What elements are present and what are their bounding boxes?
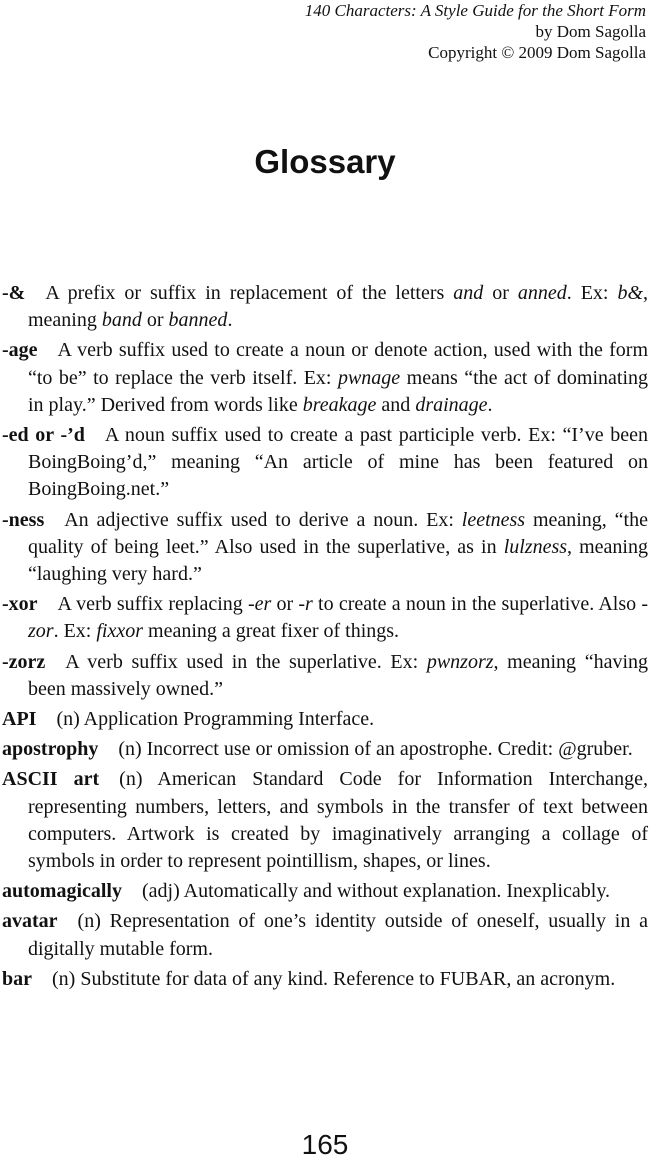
glossary-entry: [2, 966, 648, 993]
glossary-term: API: [2, 708, 37, 731]
glossary-definition: (n) Incorrect use or omission of an apostrophe. Credit: @gruber.: [118, 738, 633, 761]
glossary-term: -&: [2, 282, 26, 304]
running-header: [305, 0, 646, 63]
glossary-term: -zorz: [2, 650, 46, 673]
page-number: 165: [301, 1129, 349, 1160]
glossary-term: ASCII art: [2, 768, 100, 791]
glossary-entry: [2, 591, 648, 645]
glossary-entry: [2, 766, 648, 875]
glossary-definition: An adjective suffix used to derive a noun. Ex: leetness meaning, “the quality of being leet.” Also used in the superlative, as in lulzness, meaning “laughing very hard.”: [28, 508, 648, 586]
page-title: Glossary: [254, 143, 396, 180]
glossary-entry: [2, 337, 648, 419]
glossary-term: avatar: [2, 910, 58, 933]
glossary-definition: (n) Substitute for data of any kind. Reference to FUBAR, an acronym.: [52, 967, 616, 990]
glossary-entry: [2, 649, 648, 703]
glossary-entry: [2, 878, 648, 905]
glossary-entry: [2, 280, 648, 334]
glossary-term: -age: [2, 339, 38, 362]
glossary-definition: (adj) Automatically and without explanation. Inexplicably.: [142, 880, 611, 903]
glossary-definition: (n) Representation of one’s identity outside of oneself, usually in a digitally mutable form.: [28, 910, 648, 960]
glossary-entry: [2, 507, 648, 589]
glossary-definition: (n) American Standard Code for Information Interchange, representing numbers, letters, and symbols in the transfer of text between computers. Artwork is created by imaginatively arranging a collage of symbols in order to represent pointillism, shapes, or lines.: [28, 768, 648, 873]
glossary-definition: A verb suffix used in the superlative. Ex: pwnzorz, meaning “having been massively owned.”: [28, 650, 649, 700]
author-line: by Dom Sagolla: [535, 22, 646, 41]
glossary-definition: A verb suffix used to create a noun or denote action, used with the form “to be” to replace the verb itself. Ex: pwnage means “the act of dominating in play.” Derived from words like breakage and drainage.: [28, 339, 648, 416]
glossary-term: automagically: [2, 880, 122, 903]
glossary-entries: [2, 280, 648, 996]
book-title: 140 Characters: A Style Guide for the Short Form: [304, 1, 646, 20]
glossary-entry: [2, 422, 648, 504]
glossary-entry: [2, 908, 648, 962]
glossary-term: -ness: [2, 508, 45, 531]
glossary-definition: A prefix or suffix in replacement of the letters and or anned. Ex: b&, meaning band or banned.: [28, 282, 648, 332]
glossary-definition: A verb suffix replacing -er or -r to create a noun in the superlative. Also -zor. Ex: fixxor meaning a great fixer of things.: [28, 593, 648, 643]
glossary-term: apostrophy: [2, 738, 99, 761]
glossary-definition: A noun suffix used to create a past participle verb. Ex: “I’ve been BoingBoing’d,” meaning “An article of mine has been featured on BoingBoing.net.”: [28, 424, 648, 501]
glossary-entry: [2, 736, 648, 763]
glossary-definition: (n) Application Programming Interface.: [56, 708, 375, 731]
glossary-term: -xor: [2, 593, 38, 616]
glossary-term: -ed or -’d: [2, 424, 85, 447]
glossary-entry: [2, 706, 648, 733]
copyright-line: Copyright © 2009 Dom Sagolla: [428, 43, 646, 62]
glossary-term: bar: [2, 967, 32, 990]
